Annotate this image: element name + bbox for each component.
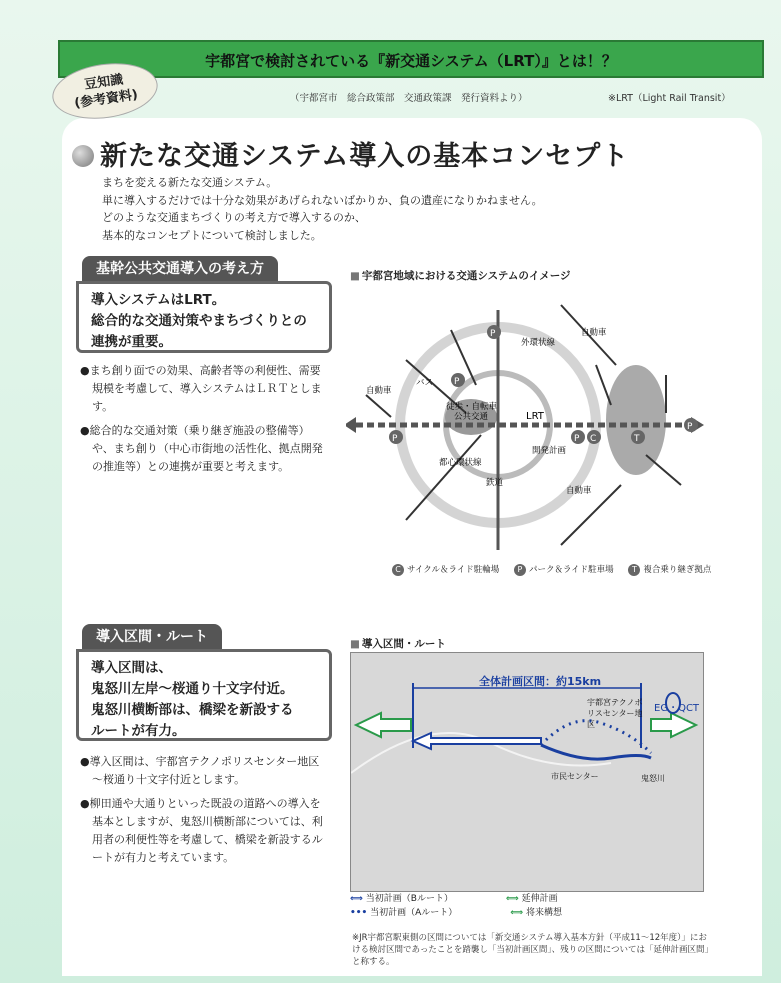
legend-item: パーク＆ライド駐車場 [528,565,614,575]
bullet-circle-icon [72,145,94,167]
city-center-label: 市民センター [551,772,599,781]
bullet-item: ●柳田通や大通りといった既設の道路への導入を基本としますが、鬼怒川横断部については、利用者の利便性等を考慮して、橋梁を新設するルートが有力と考えています。 [80,797,323,864]
inner-ring-label: 都心環状線 [439,458,482,468]
intro-line: まちを変える新たな交通システム。 [102,176,278,189]
c-legend-icon: C [392,564,404,576]
figure1-title: ■ 宇都宮地域における交通システムのイメージ [350,268,571,283]
bullet-item: ●総合的な交通対策（乗り継ぎ施設の整備等）や、まち創り（中心市街地の活性化、拠点開発の推進等）との連携が重要と考えます。 [80,424,323,473]
section2-tab: 導入区間・ルート [82,624,222,650]
section1-box [76,281,332,353]
extension-arrow-right [651,713,696,737]
section1-box-line: 導入システムはLRT。 [91,292,226,308]
total-length-label: 全体計画区間：約15km [479,675,602,688]
rail-label: 鉄道 [486,478,504,488]
walk-label: 徒歩・自転車 [446,402,498,412]
bullet-item: ●導入区間は、宇都宮テクノポリスセンター地区～桜通り十文字付近とします。 [80,755,320,786]
section2-box-line: 鬼怒川横断部は、橋梁を新設する [91,702,294,718]
lrt-note: ※LRT（Light Rail Transit） [608,93,731,104]
page-title-text: 新たな交通システム導入の基本コンセプト [100,141,630,172]
public-label: 公共交通 [454,412,489,422]
route-footnote: ※JR宇都宮駅東側の区間については「新交通システム導入基本方針（平成11～12年度）」における検討区間であったことを踏襲し「当初計画区間」、残りの区間については「延伸計画区間」と称する。 [352,933,709,967]
badge-line2: (参考資料) [73,87,139,112]
t-label: T [634,434,640,444]
section2-bullets [80,753,330,873]
section1-bullets [80,362,330,482]
legend-item: 複合乗り継ぎ拠点 [643,565,712,575]
extension-arrow-left [356,713,411,737]
legend-item: 当初計画（Aルート） [370,908,458,918]
intro-line: 単に導入するだけでは十分な効果があげられないばかりか、負の遺産になりかねません。 [102,193,543,207]
legend-item: 延伸計画 [521,894,558,904]
badge-line1: 豆知識 [83,72,125,93]
section2-box-line: 導入区間は、 [91,660,172,676]
route-b-legend-icon: ⟺ [350,894,363,904]
extension-legend-icon: ⟺ [505,894,519,904]
p-label: P [454,377,460,387]
east-node [606,365,666,475]
route-b-line [541,745,651,759]
intro-line: 基本的なコンセプトについて検討しました。 [102,228,322,242]
egqct-label: EG・QCT [654,703,700,714]
legend-item: 将来構想 [525,908,562,918]
lrt-arrow-left [346,417,356,433]
section2-box [76,649,332,741]
car-label: 自動車 [566,486,592,496]
outer-ring-label: 外環状線 [521,338,556,348]
bus-arrow [596,365,611,405]
transport-concept-diagram [346,285,726,560]
source-note: （宇都宮市 総合政策部 交通政策課 発行資料より） [290,93,528,104]
intro-line: どのような交通まちづくりの考え方で導入するのか、 [102,211,366,224]
route-b-arrow [413,733,541,749]
lrt-label: LRT [526,411,544,422]
legend-item: 当初計画（Bルート） [365,894,453,904]
legend-item: サイクル＆ライド駐輪場 [407,565,500,575]
c-label: C [590,434,597,444]
car-arrow [646,455,681,485]
t-legend-icon: T [628,564,640,576]
section1-box-line: 連携が重要。 [91,334,172,350]
figure2-legend [350,892,562,920]
banner-title: 宇都宮で検討されている『新交通システム（LRT）』とは！？ [205,52,617,70]
car-label: 自動車 [366,386,392,396]
p-label: P [490,329,496,339]
dev-label: 開発計画 [532,446,567,456]
bullet-item: ●まち創り面での効果、高齢者等の利便性、需要規模を考慮して、導入システムはＬＲＴとします。 [80,364,322,413]
intro-text [102,174,543,244]
bus-label: バス [416,378,434,388]
section2-box-line: 鬼怒川左岸～桜通り十文字付近。 [91,681,294,697]
route-map [350,652,704,892]
figure2-title: ■ 導入区間・ルート [350,636,446,651]
p-label: P [687,422,693,432]
techno-label: 宇都宮テクノポリスセンター地区 [587,698,643,729]
section2-box-line: ルートが有力。 [91,723,186,739]
figure1-legend [380,563,711,576]
future-legend-icon: ⟺ [510,908,524,918]
car-arrow [366,395,391,417]
p-label: P [392,434,398,444]
page-title [72,134,629,173]
title-banner [58,40,764,78]
car-label: 自動車 [581,328,607,338]
section1-tab: 基幹公共交通導入の考え方 [82,256,278,282]
p-label: P [574,434,580,444]
p-legend-icon: P [514,564,526,576]
kinu-label: 鬼怒川 [641,774,665,783]
route-a-legend-icon: ••• [350,908,368,918]
section1-box-line: 総合的な交通対策やまちづくりとの [91,313,307,329]
